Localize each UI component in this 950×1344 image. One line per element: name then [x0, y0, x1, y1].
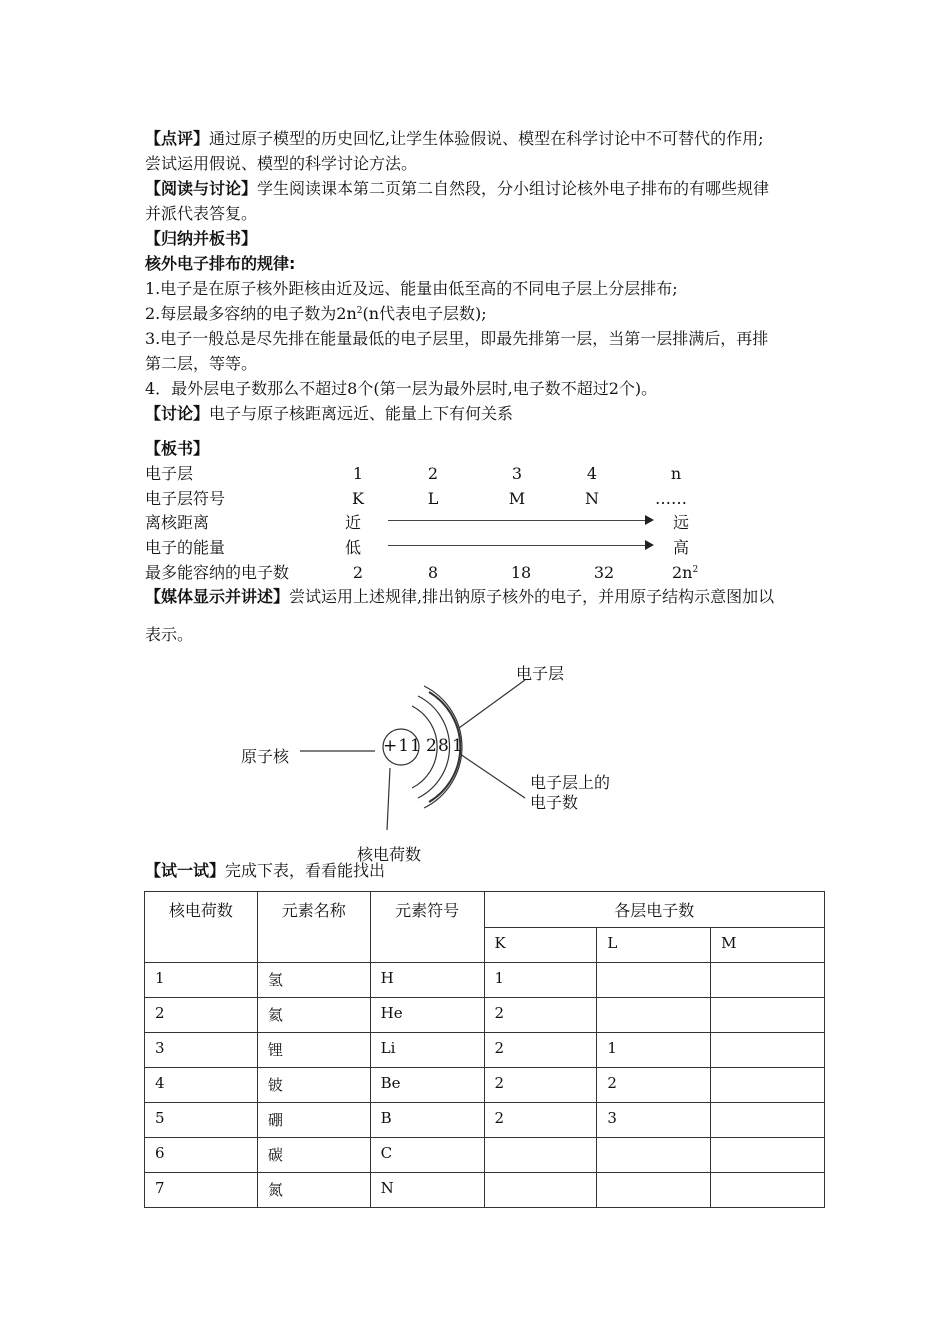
board-row5-v2: 8 — [427, 563, 439, 582]
cell-charge: 6 — [145, 1138, 258, 1173]
table-row — [145, 1138, 825, 1173]
cell-l — [597, 998, 711, 1033]
cell-l: 3 — [597, 1103, 711, 1138]
electrons-pointer-line — [460, 754, 525, 798]
subheader-m: M — [711, 928, 825, 963]
cell-name: 锂 — [257, 1033, 370, 1068]
cell-charge: 7 — [145, 1173, 258, 1208]
cell-k: 2 — [484, 998, 597, 1033]
board-row2-v1: K — [352, 489, 364, 508]
header-shells: 各层电子数 — [484, 892, 825, 928]
cell-name: 铍 — [257, 1068, 370, 1103]
board-row5-v5-sup: 2 — [692, 565, 699, 575]
cell-k: 2 — [484, 1033, 597, 1068]
board-row2-v3: M — [508, 489, 526, 508]
label-shell-electrons-2: 电子数 — [530, 793, 579, 812]
cell-m — [711, 1173, 825, 1208]
table-row — [145, 1033, 825, 1068]
cell-name: 碳 — [257, 1138, 370, 1173]
cell-charge: 5 — [145, 1103, 258, 1138]
reading-text-1: 学生阅读课本第二页第二自然段，分小组讨论核外电子排布的有哪些规律 — [257, 179, 770, 198]
board-row4-end: 高 — [673, 538, 690, 557]
table-body — [145, 963, 825, 1208]
media-tag: 【媒体显示并讲述】 — [145, 587, 290, 606]
cell-m — [711, 963, 825, 998]
cell-m — [711, 998, 825, 1033]
rule-2-pre: 2.每层最多容纳的电子数为2n — [145, 304, 357, 323]
cell-name: 氦 — [257, 998, 370, 1033]
board-row1-v1: 1 — [352, 464, 364, 483]
summary-tag: 【归纳并板书】 — [145, 229, 258, 248]
table-row — [145, 998, 825, 1033]
discussion-text: 电子与原子核距离远近、能量上下有何关系 — [209, 404, 514, 423]
cell-symbol: Be — [370, 1068, 484, 1103]
cell-name: 氮 — [257, 1173, 370, 1208]
try-tag: 【试一试】 — [145, 861, 226, 880]
board-row2-v2: L — [427, 489, 439, 508]
cell-k: 2 — [484, 1103, 597, 1138]
cell-name: 硼 — [257, 1103, 370, 1138]
board-row5-label: 最多能容纳的电子数 — [145, 563, 290, 582]
comment-text-1: 通过原子模型的历史回忆,让学生体验假说、模型在科学讨论中不可替代的作用; — [209, 129, 764, 148]
media-text-2: 表示。 — [145, 625, 194, 644]
board-row5-v4: 32 — [593, 563, 615, 582]
cell-charge: 4 — [145, 1068, 258, 1103]
shell-count-m: 1 — [452, 736, 463, 756]
try-paragraph — [145, 860, 385, 882]
cell-symbol: Li — [370, 1033, 484, 1068]
board-row3-label: 离核距离 — [145, 513, 210, 532]
cell-m — [711, 1068, 825, 1103]
table-header-row — [145, 892, 825, 928]
rule-4: 4．最外层电子数那么不超过8个(第一层为最外层时,电子数不超过2个)。 — [145, 379, 658, 398]
cell-l — [597, 1173, 711, 1208]
board-row1-v2: 2 — [427, 464, 439, 483]
cell-k: 1 — [484, 963, 597, 998]
cell-charge: 3 — [145, 1033, 258, 1068]
cell-k — [484, 1173, 597, 1208]
header-symbol: 元素符号 — [370, 892, 484, 963]
element-table — [144, 891, 825, 1208]
table-row — [145, 1103, 825, 1138]
discussion-tag: 【讨论】 — [145, 404, 210, 423]
header-charge: 核电荷数 — [145, 892, 258, 963]
comment-tag: 【点评】 — [145, 129, 210, 148]
board-row4-start: 低 — [345, 538, 362, 557]
cell-name: 氢 — [257, 963, 370, 998]
board-row2-v4: N — [585, 489, 599, 508]
cell-m — [711, 1138, 825, 1173]
cell-symbol: H — [370, 963, 484, 998]
media-text-1: 尝试运用上述规律,排出钠原子核外的电子，并用原子结构示意图加以 — [289, 587, 775, 606]
charge-pointer-line — [387, 768, 390, 830]
header-name: 元素名称 — [257, 892, 370, 963]
shell-count-l: 8 — [438, 736, 449, 756]
table-row — [145, 963, 825, 998]
rule-2-sup: 2 — [356, 306, 363, 316]
board-row1-label: 电子层 — [145, 464, 194, 483]
table-row — [145, 1068, 825, 1103]
cell-charge: 1 — [145, 963, 258, 998]
cell-symbol: He — [370, 998, 484, 1033]
try-text: 完成下表，看看能找出 — [225, 861, 386, 880]
cell-l: 1 — [597, 1033, 711, 1068]
board-row3-start: 近 — [345, 513, 362, 532]
board-row2-label: 电子层符号 — [145, 489, 226, 508]
rule-3-line-1: 3.电子一般总是尽先排在能量最低的电子层里，即最先排第一层，当第一层排满后，再排 — [145, 329, 769, 348]
subheader-l: L — [597, 928, 711, 963]
rule-3-line-2: 第二层，等等。 — [145, 354, 258, 373]
cell-l: 2 — [597, 1068, 711, 1103]
cell-charge: 2 — [145, 998, 258, 1033]
rule-1: 1.电子是在原子核外距核由近及远、能量由低至高的不同电子层上分层排布; — [145, 279, 678, 298]
label-nucleus: 原子核 — [241, 747, 290, 766]
cell-k: 2 — [484, 1068, 597, 1103]
shell-count-k: 2 — [426, 736, 437, 756]
rules-title: 核外电子排布的规律: — [145, 254, 296, 273]
board-row3-end: 远 — [673, 513, 690, 532]
cell-l — [597, 963, 711, 998]
board-row5-v3: 18 — [510, 563, 532, 582]
board-row2-v5: …… — [655, 489, 687, 508]
cell-m — [711, 1033, 825, 1068]
label-shell-electrons-1: 电子层上的 — [530, 773, 611, 792]
reading-tag: 【阅读与讨论】 — [145, 179, 258, 198]
comment-text-2: 尝试运用假说、模型的科学讨论方法。 — [145, 154, 418, 173]
reading-text-2: 并派代表答复。 — [145, 204, 258, 223]
board-row1-v4: 4 — [586, 464, 598, 483]
rule-2-post: (n代表电子层数); — [362, 304, 487, 323]
label-charge: 核电荷数 — [357, 845, 422, 864]
board-row5-v5-base: 2n — [672, 563, 693, 582]
board-row5-v1: 2 — [352, 563, 364, 582]
board-row1-v3: 3 — [511, 464, 523, 483]
shell-pointer-line — [459, 680, 525, 728]
board-row4-label: 电子的能量 — [145, 538, 226, 557]
nucleus-charge: +11 — [383, 736, 422, 756]
label-shell: 电子层 — [516, 664, 565, 683]
board-row1-v5: n — [670, 464, 682, 483]
cell-symbol: N — [370, 1173, 484, 1208]
table-row — [145, 1173, 825, 1208]
cell-m — [711, 1103, 825, 1138]
cell-symbol: B — [370, 1103, 484, 1138]
subheader-k: K — [484, 928, 597, 963]
cell-symbol: C — [370, 1138, 484, 1173]
board-tag: 【板书】 — [145, 439, 210, 458]
cell-k — [484, 1138, 597, 1173]
cell-l — [597, 1138, 711, 1173]
